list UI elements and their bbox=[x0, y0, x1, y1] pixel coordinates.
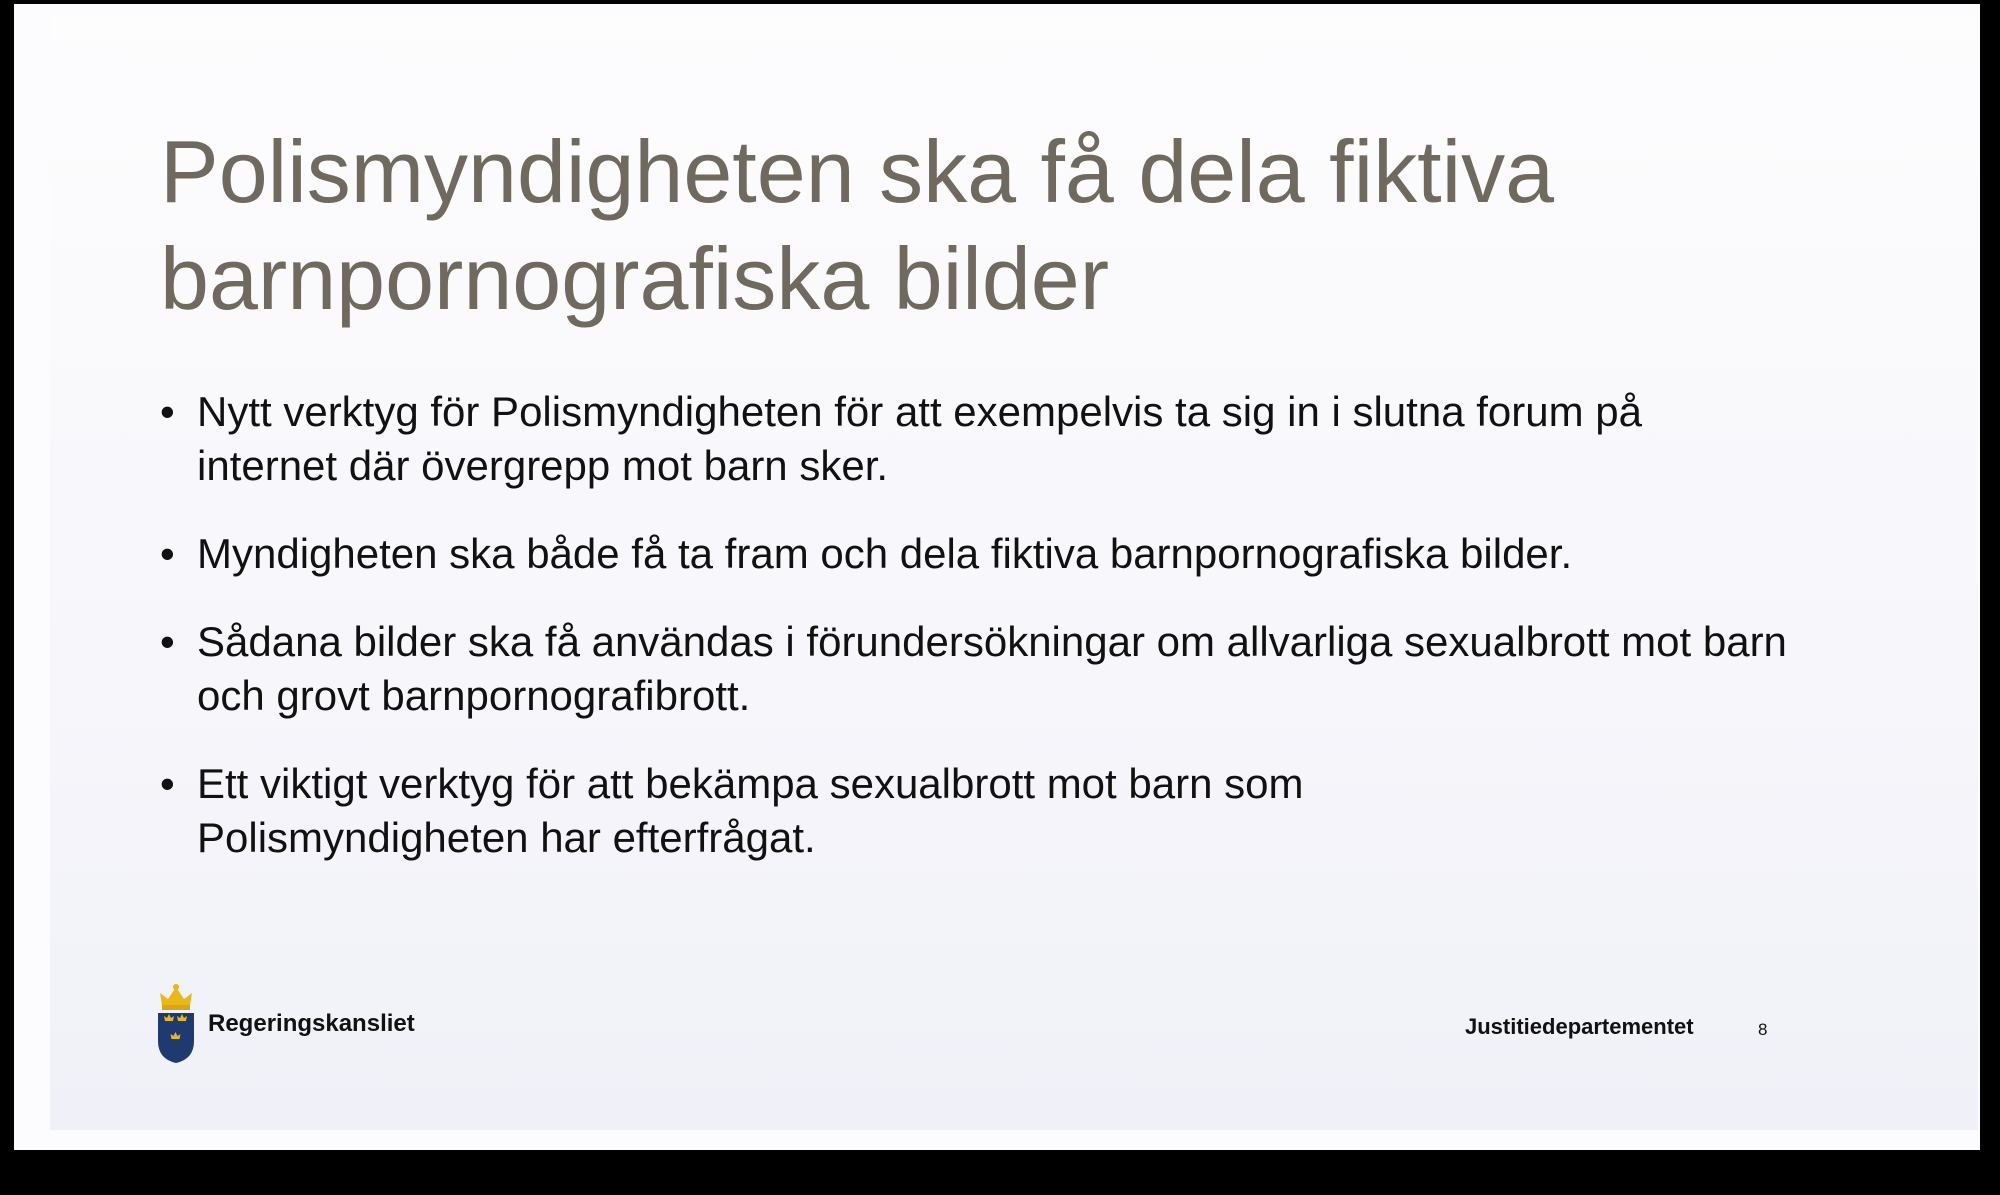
bullet-item bbox=[160, 527, 1760, 581]
bullet-list bbox=[160, 385, 1787, 899]
slide-title bbox=[160, 118, 1760, 332]
bullet-text: Sådana bilder ska få användas i förundersökningar om allvarliga sexualbrott mot barn och grovt barnpornografibrott. bbox=[197, 618, 1787, 719]
logo bbox=[156, 983, 415, 1065]
title-line-2: barnpornografiska bilder bbox=[160, 229, 1110, 328]
bullet-text: Myndigheten ska både få ta fram och dela fiktiva barnpornografiska bilder. bbox=[197, 530, 1573, 577]
bullet-item bbox=[160, 757, 1457, 865]
bullet-text: Nytt verktyg för Polismyndigheten för att exempelvis ta sig in i slutna forum på internet där övergrepp mot barn sker. bbox=[197, 388, 1642, 489]
bullet-marker: • bbox=[160, 388, 175, 435]
logo-text: Regeringskansliet bbox=[208, 1010, 415, 1037]
swedish-coat-of-arms-icon bbox=[156, 983, 196, 1065]
bullet-marker: • bbox=[160, 760, 175, 807]
bullet-item bbox=[160, 615, 1797, 723]
page-number: 8 bbox=[1758, 1020, 1768, 1039]
bullet-item bbox=[160, 385, 1767, 493]
bullet-marker: • bbox=[160, 618, 175, 665]
department-label: Justitiedepartementet bbox=[1465, 1014, 1694, 1039]
bullet-text: Ett viktigt verktyg för att bekämpa sexualbrott mot barn som Polismyndigheten har efterfrågat. bbox=[197, 760, 1304, 861]
title-line-1: Polismyndigheten ska få dela fiktiva bbox=[160, 122, 1555, 221]
bullet-marker: • bbox=[160, 530, 175, 577]
